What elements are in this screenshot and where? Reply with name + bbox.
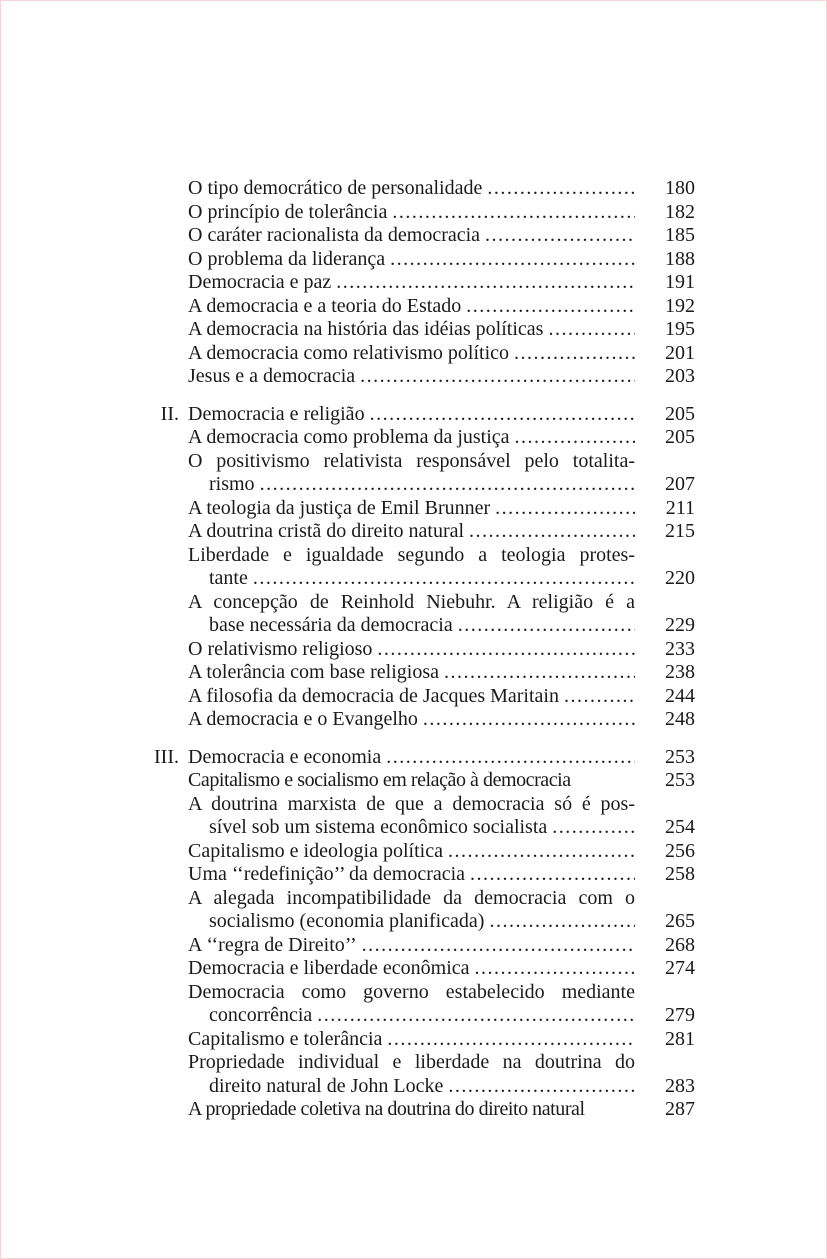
toc-entry-title-cont: base necessária da democracia <box>209 614 453 636</box>
dot-leader <box>385 248 635 272</box>
toc-entry <box>140 342 695 366</box>
toc-entry-page: 229 <box>665 614 695 636</box>
toc-entry <box>140 177 695 201</box>
dot-leader <box>465 863 635 887</box>
toc-entry-page: 201 <box>665 341 695 364</box>
toc-entry-title-cont: direito natural de John Locke <box>209 1074 444 1097</box>
toc-entry-title: Propriedade individual e liberdade na doutrina do <box>188 1051 635 1073</box>
toc-entry <box>140 224 695 248</box>
toc-entry-title: O caráter racionalista da democracia <box>188 224 481 246</box>
toc-entry-line2 <box>140 473 695 497</box>
toc-entry-page: 248 <box>665 708 695 730</box>
toc-entry-line2 <box>140 910 695 934</box>
toc-chapter-heading <box>140 403 695 427</box>
dot-leader <box>453 614 635 638</box>
toc-entry-page: 238 <box>665 661 695 683</box>
toc-entry-title: A democracia e o Evangelho <box>188 708 418 730</box>
toc-entry-title: Jesus e a democracia <box>188 365 356 387</box>
toc-chapter-number: II. <box>160 402 179 425</box>
toc-entry <box>140 661 695 685</box>
toc-chapter-heading <box>140 746 695 770</box>
toc-entry-title: O problema da liderança <box>188 247 386 270</box>
toc-entry <box>140 1028 695 1052</box>
toc-entry-page: 195 <box>665 318 695 340</box>
dot-leader <box>484 910 635 934</box>
dot-leader <box>381 746 635 770</box>
toc-entry-page: 256 <box>665 839 695 862</box>
toc-entry-title: A ‘‘regra de Direito’’ <box>188 933 357 956</box>
dot-leader <box>559 685 635 709</box>
dot-leader <box>387 201 635 225</box>
dot-leader <box>331 271 635 295</box>
dot-leader <box>443 840 635 864</box>
toc-entry-title: A concepção de Reinhold Niebuhr. A religião é a <box>188 590 635 613</box>
toc-entry-line1 <box>140 1051 695 1075</box>
dot-leader <box>443 1075 635 1099</box>
toc-entry-page: 244 <box>665 684 695 707</box>
toc-entry <box>140 520 695 544</box>
dot-leader <box>439 661 635 685</box>
toc-entry-page: 205 <box>665 426 695 448</box>
dot-leader <box>480 224 635 248</box>
dot-leader <box>382 1028 635 1052</box>
toc-entry-title: Democracia e liberdade econômica <box>188 957 470 979</box>
toc-entry-page: 279 <box>665 1004 695 1026</box>
toc-entry-page: 203 <box>665 365 695 387</box>
toc-entry-page: 182 <box>665 200 695 223</box>
toc-entry-page: 220 <box>665 567 695 589</box>
toc-entry-title: Uma ‘‘redefinição’’ da democracia <box>188 863 466 885</box>
dot-leader <box>248 567 635 591</box>
toc-section-iii <box>140 746 695 1122</box>
toc-entry-page: 191 <box>665 271 695 293</box>
toc-entry-page: 215 <box>665 520 695 542</box>
toc-entry-page: 180 <box>665 177 695 199</box>
toc-entry-title: O princípio de tolerância <box>188 200 388 223</box>
dot-leader <box>464 520 635 544</box>
toc-entry-title: O relativismo religioso <box>188 637 373 660</box>
toc-entry-line2 <box>140 567 695 591</box>
dot-leader <box>312 1004 635 1028</box>
toc-chapter-number: III. <box>154 745 179 768</box>
dot-leader <box>355 365 635 389</box>
toc-entry-line1 <box>140 544 695 568</box>
table-of-contents <box>140 177 695 1136</box>
dot-leader <box>510 426 635 450</box>
toc-entry-title: Democracia como governo estabelecido mediante <box>188 980 635 1003</box>
dot-leader <box>490 497 635 521</box>
toc-entry-page: 207 <box>665 473 695 495</box>
toc-entry-title: A democracia na história das idéias políticas <box>188 318 544 340</box>
toc-entry <box>140 426 695 450</box>
toc-entry <box>140 248 695 272</box>
toc-entry-title: A democracia como problema da justiça <box>188 426 510 448</box>
toc-entry-line2 <box>140 1075 695 1099</box>
toc-entry <box>140 934 695 958</box>
toc-entry <box>140 840 695 864</box>
toc-entry <box>140 497 695 521</box>
toc-entry-title: A propriedade coletiva na doutrina do direito natural <box>188 1098 585 1120</box>
toc-entry <box>140 1098 695 1122</box>
toc-entry-title: Capitalismo e tolerância <box>188 1027 383 1050</box>
toc-entry <box>140 863 695 887</box>
toc-entry-title-cont: tante <box>209 567 248 589</box>
toc-entry <box>140 201 695 225</box>
dot-leader <box>372 638 635 662</box>
toc-entry-page: 233 <box>665 637 695 660</box>
toc-entry <box>140 708 695 732</box>
toc-entry <box>140 769 695 793</box>
toc-section-continued <box>140 177 695 389</box>
toc-entry <box>140 685 695 709</box>
toc-entry-title: A democracia como relativismo político <box>188 341 510 364</box>
toc-entry <box>140 318 695 342</box>
toc-entry-title: A filosofia da democracia de Jacques Maritain <box>188 684 559 707</box>
toc-entry-line2 <box>140 1004 695 1028</box>
toc-entry <box>140 295 695 319</box>
toc-entry-title: O positivismo relativista responsável pelo totalita- <box>188 449 635 472</box>
toc-entry-title-cont: rismo <box>209 473 255 495</box>
toc-entry-title: Democracia e paz <box>188 271 332 293</box>
toc-entry-line1 <box>140 981 695 1005</box>
toc-entry-title: A alegada incompatibilidade da democracia com o <box>188 886 635 909</box>
toc-chapter-page: 253 <box>665 745 695 768</box>
toc-entry-page: 265 <box>665 910 695 932</box>
toc-chapter-title: Democracia e economia <box>188 745 382 768</box>
toc-entry-page: 283 <box>665 1074 695 1097</box>
toc-entry-title: Capitalismo e ideologia política <box>188 839 443 862</box>
toc-entry-title: A doutrina cristã do direito natural <box>188 520 465 542</box>
toc-entry-title: A teologia da justiça de Emil Brunner <box>188 496 491 519</box>
toc-entry <box>140 957 695 981</box>
toc-entry-line2 <box>140 614 695 638</box>
toc-entry-page: 254 <box>665 816 695 838</box>
dot-leader <box>547 816 635 840</box>
toc-entry-title-cont: concorrência <box>209 1004 313 1026</box>
toc-entry-line1 <box>140 591 695 615</box>
toc-entry-title: O tipo democrático de personalidade <box>188 177 483 199</box>
toc-entry-page: 253 <box>665 769 695 791</box>
toc-entry <box>140 271 695 295</box>
toc-entry <box>140 638 695 662</box>
toc-section-ii <box>140 403 695 732</box>
dot-leader <box>543 318 635 342</box>
toc-entry-title: A democracia e a teoria do Estado <box>188 294 462 317</box>
dot-leader <box>418 708 635 732</box>
toc-entry-page: 287 <box>665 1098 695 1120</box>
toc-entry-page: 188 <box>665 247 695 270</box>
dot-leader <box>470 957 635 981</box>
toc-entry-title-cont: socialismo (economia planificada) <box>209 910 485 932</box>
dot-leader <box>365 403 635 427</box>
toc-entry-page: 258 <box>665 863 695 885</box>
toc-entry-title: A doutrina marxista de que a democracia só é pos- <box>188 792 635 815</box>
toc-entry <box>140 365 695 389</box>
toc-entry-page: 192 <box>665 294 695 317</box>
dot-leader <box>509 342 635 366</box>
toc-entry-page: 211 <box>665 496 695 519</box>
toc-chapter-title: Democracia e religião <box>188 402 365 425</box>
toc-entry-title: Liberdade e igualdade segundo a teologia protes- <box>188 543 635 566</box>
toc-entry-line1 <box>140 793 695 817</box>
dot-leader <box>461 295 635 319</box>
dot-leader <box>255 473 635 497</box>
toc-entry-page: 185 <box>665 224 695 246</box>
toc-entry-page: 281 <box>665 1027 695 1050</box>
toc-entry-title: Capitalismo e socialismo em relação à democracia <box>188 769 571 791</box>
toc-entry-line1 <box>140 450 695 474</box>
toc-entry-line2 <box>140 816 695 840</box>
dot-leader <box>482 177 635 201</box>
toc-entry-title: A tolerância com base religiosa <box>188 661 440 683</box>
dot-leader <box>357 934 635 958</box>
toc-entry-line1 <box>140 887 695 911</box>
toc-chapter-page: 205 <box>665 402 695 425</box>
toc-entry-page: 268 <box>665 933 695 956</box>
toc-entry-title-cont: sível sob um sistema econômico socialista <box>209 816 548 838</box>
toc-entry-page: 274 <box>665 957 695 979</box>
